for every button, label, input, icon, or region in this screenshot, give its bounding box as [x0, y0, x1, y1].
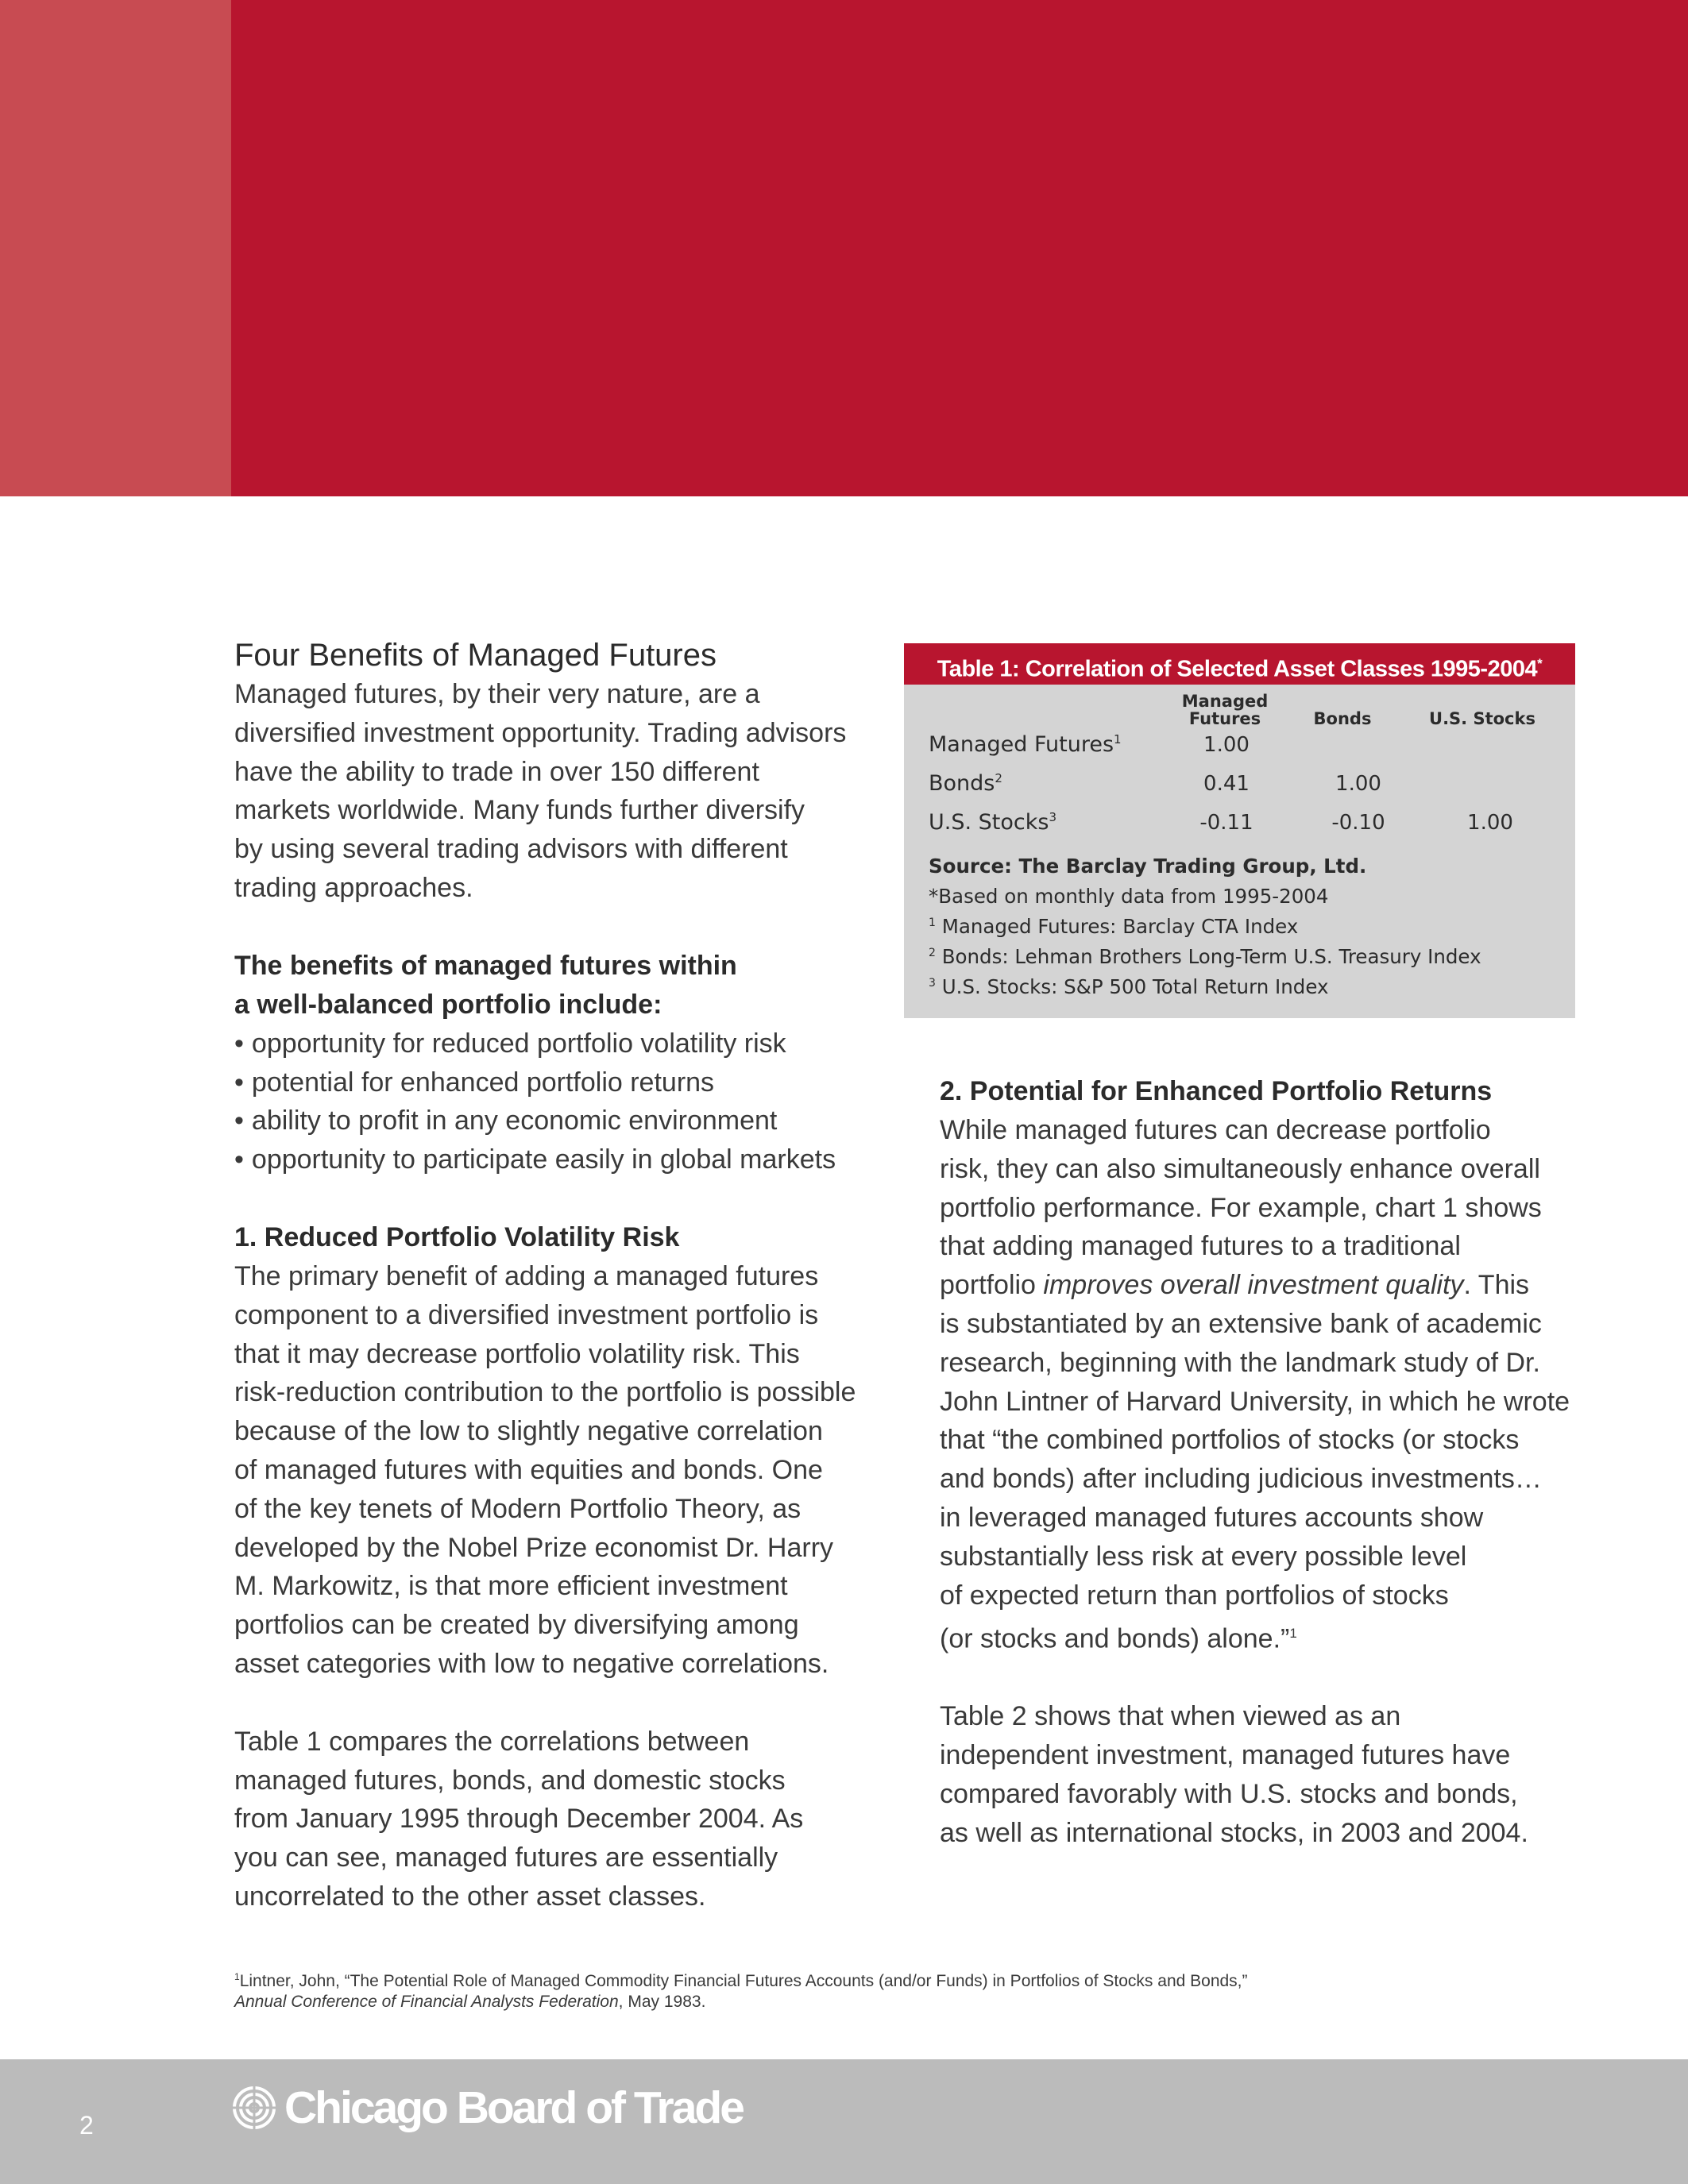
- section2-line: and bonds) after including judicious investments…: [940, 1464, 1542, 1495]
- section1-line: of managed futures with equities and bonds. One: [234, 1454, 823, 1485]
- benefit-item: • ability to profit in any economic environment: [234, 1102, 870, 1140]
- header-band: [0, 0, 1688, 496]
- table-cell: 0.41: [1203, 772, 1250, 796]
- section1-line: M. Markowitz, is that more efficient investment: [234, 1571, 788, 1602]
- section2-line: substantially less risk at every possible level: [940, 1541, 1467, 1572]
- table-cell: 1.00: [1203, 733, 1250, 757]
- footnote-mark: 1: [234, 1971, 240, 1982]
- page-heading: Four Benefits of Managed Futures: [234, 638, 717, 673]
- section1-line: from January 1995 through December 2004. As: [234, 1804, 804, 1835]
- row-label-text: Managed Futures: [929, 732, 1114, 757]
- section2-line: of expected return than portfolios of stocks: [940, 1580, 1449, 1611]
- section1-line: because of the low to slightly negative correlation: [234, 1416, 823, 1447]
- section2-line: John Lintner of Harvard University, in which he wrote: [940, 1386, 1570, 1417]
- table-source: Source: The Barclay Trading Group, Ltd.: [929, 855, 1367, 878]
- column-header-line: Managed: [1181, 692, 1269, 711]
- row-label-sup: 1: [1114, 732, 1122, 747]
- table-title-mark: *: [1537, 656, 1543, 671]
- table-note: $^3$ U.S. Stocks: S&P 500 Total Return Index: [929, 975, 1329, 998]
- section2-line: that adding managed futures to a traditional: [940, 1231, 1461, 1262]
- benefits-heading: The benefits of managed futures within: [234, 950, 737, 981]
- right-column: [940, 1072, 1591, 1853]
- page-number: 2: [79, 2111, 94, 2140]
- footnote-italic: Annual Conference of Financial Analysts Federation: [234, 1993, 619, 2011]
- intro-line: trading approaches.: [234, 872, 473, 903]
- para2-line: as well as international stocks, in 2003 and 2004.: [940, 1817, 1528, 1848]
- section2-line: risk, they can also simultaneously enhance overall: [940, 1153, 1540, 1184]
- para2-line: independent investment, managed futures have: [940, 1740, 1511, 1771]
- section1-line: that it may decrease portfolio volatility risk. This: [234, 1338, 800, 1369]
- section2-line: portfolio performance. For example, chart 1 shows: [940, 1192, 1542, 1223]
- cbot-seal-icon: [232, 2086, 276, 2130]
- footnote-text: Lintner, John, “The Potential Role of Managed Commodity Financial Futures Accounts (and/or Funds) in Portfolios of Stocks and Bonds,”: [239, 1972, 1248, 1990]
- footnote-text: , May 1983.: [618, 1993, 706, 2011]
- text-run: (or stocks and bonds) alone.”: [940, 1623, 1290, 1654]
- intro-line: by using several trading advisors with different: [234, 834, 788, 865]
- footnote-line: [234, 1992, 1505, 2012]
- row-label-sup: 2: [995, 771, 1002, 785]
- table-cell: 1.00: [1335, 772, 1381, 796]
- section1-line: developed by the Nobel Prize economist Dr. Harry: [234, 1532, 834, 1563]
- section1-line: uncorrelated to the other asset classes.: [234, 1881, 706, 1912]
- section1-line: Table 1 compares the correlations between: [234, 1726, 750, 1757]
- table-note-text: Managed Futures: Barclay CTA Index: [941, 915, 1299, 938]
- table-note: $^2$ Bonds: Lehman Brothers Long-Term U.S. Treasury Index: [929, 945, 1481, 968]
- section2-line: is substantiated by an extensive bank of academic: [940, 1308, 1542, 1339]
- footnote-line: [234, 1966, 1505, 1992]
- para2-line: compared favorably with U.S. stocks and bonds,: [940, 1779, 1518, 1810]
- intro-line: markets worldwide. Many funds further diversify: [234, 795, 805, 826]
- row-label-us-stocks: [929, 810, 1056, 835]
- para2-line: Table 2 shows that when viewed as an: [940, 1701, 1401, 1732]
- section1-line: managed futures, bonds, and domestic stocks: [234, 1765, 786, 1796]
- column-header-line: Futures: [1188, 709, 1261, 728]
- row-label-text: Bonds: [929, 771, 995, 796]
- benefits-heading: a well-balanced portfolio include:: [234, 989, 662, 1020]
- section1-line: asset categories with low to negative correlations.: [234, 1648, 829, 1679]
- benefit-item: • opportunity to participate easily in global markets: [234, 1140, 870, 1179]
- benefits-list: [234, 1024, 870, 1179]
- section2-line: While managed futures can decrease portfolio: [940, 1115, 1491, 1145]
- row-label-text: U.S. Stocks: [929, 810, 1049, 835]
- table-note: *Based on monthly data from 1995-2004: [929, 885, 1329, 908]
- section1-line: The primary benefit of adding a managed futures: [234, 1260, 819, 1291]
- text-run: . This: [1463, 1270, 1530, 1301]
- intro-line: have the ability to trade in over 150 different: [234, 756, 759, 787]
- section2-line: [940, 1615, 1591, 1658]
- table-note-text: U.S. Stocks: S&P 500 Total Return Index: [941, 975, 1329, 998]
- row-label-bonds: [929, 771, 1002, 796]
- table-cell: -0.11: [1199, 811, 1253, 835]
- section2-heading: 2. Potential for Enhanced Portfolio Returns: [940, 1076, 1493, 1106]
- table-title: [904, 643, 1575, 685]
- intro-line: diversified investment opportunity. Trading advisors: [234, 717, 847, 748]
- table-cell: 1.00: [1467, 811, 1513, 835]
- table-note: $^1$ Managed Futures: Barclay CTA Index: [929, 915, 1299, 938]
- benefit-item: • potential for enhanced portfolio returns: [234, 1063, 870, 1102]
- table-note-text: Bonds: Lehman Brothers Long-Term U.S. Treasury Index: [941, 945, 1481, 968]
- section1-line: component to a diversified investment portfolio is: [234, 1299, 819, 1330]
- section2-line: [940, 1266, 1591, 1305]
- footnote: [234, 1966, 1505, 2012]
- row-label-sup: 3: [1049, 810, 1056, 824]
- section2-line: that “the combined portfolios of stocks (or stocks: [940, 1425, 1520, 1456]
- table-cell: -0.10: [1331, 811, 1385, 835]
- table-title-text: Table 1: Correlation of Selected Asset Classes 1995-2004: [937, 656, 1538, 682]
- correlation-table: [904, 643, 1575, 1018]
- section1-line: portfolios can be created by diversifying among: [234, 1610, 799, 1641]
- row-label-managed-futures: [929, 732, 1122, 757]
- column-header-managed-futures: [1169, 693, 1280, 727]
- section1-line: you can see, managed futures are essentially: [234, 1843, 778, 1873]
- section1-line: risk-reduction contribution to the portfolio is possible: [234, 1377, 856, 1408]
- section2-line: research, beginning with the landmark study of Dr.: [940, 1347, 1540, 1378]
- benefit-item: • opportunity for reduced portfolio volatility risk: [234, 1024, 870, 1063]
- section2-line: in leveraged managed futures accounts show: [940, 1502, 1484, 1533]
- column-header-us-stocks: U.S. Stocks: [1429, 709, 1535, 728]
- section1-heading: 1. Reduced Portfolio Volatility Risk: [234, 1221, 680, 1252]
- header-band-accent: [0, 0, 231, 496]
- section1-line: of the key tenets of Modern Portfolio Theory, as: [234, 1493, 802, 1524]
- footnote-ref: 1: [1289, 1626, 1297, 1642]
- text-run: portfolio: [940, 1270, 1044, 1301]
- cbot-logo-text: Chicago Board of Trade: [284, 2082, 743, 2133]
- left-column: [234, 635, 870, 1916]
- column-header-bonds: Bonds: [1313, 709, 1372, 728]
- emphasis-text: improves overall investment quality: [1043, 1270, 1464, 1301]
- intro-line: Managed futures, by their very nature, are a: [234, 679, 760, 709]
